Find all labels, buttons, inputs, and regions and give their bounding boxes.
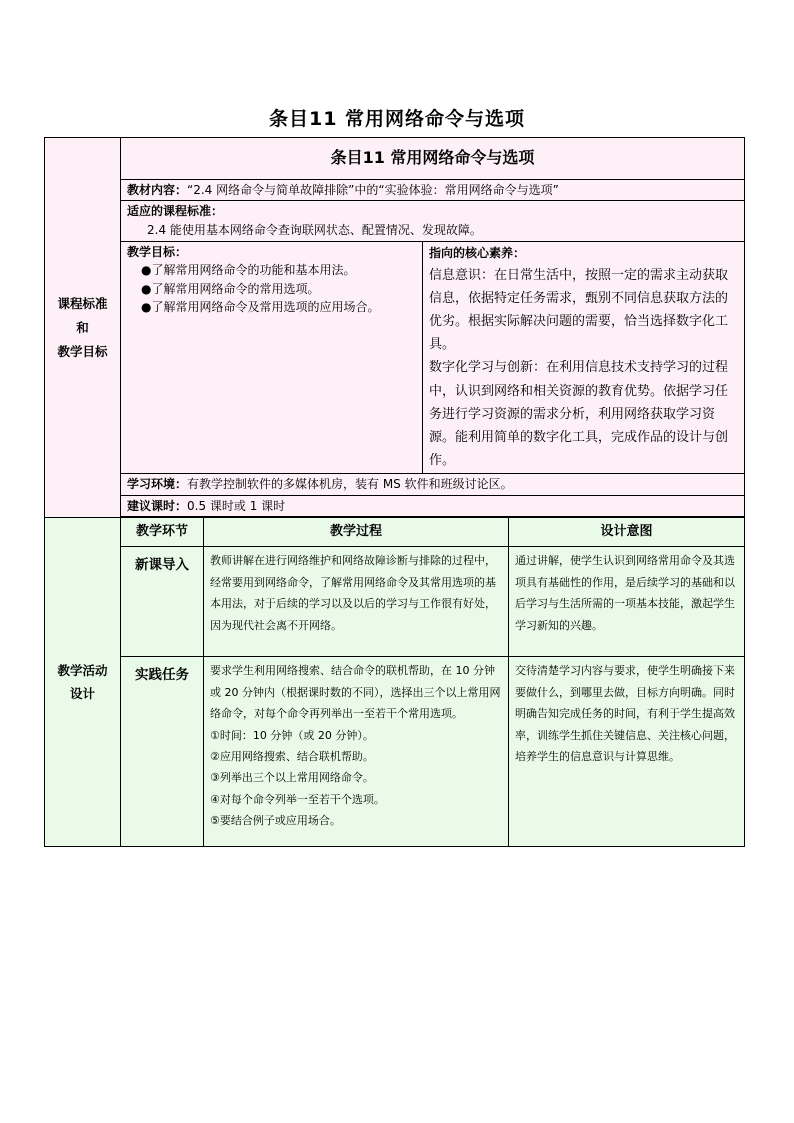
core-cell	[423, 241, 745, 473]
hours-text: 0.5 课时或 1 课时	[187, 498, 286, 513]
goals-label: 教学目标：	[127, 244, 188, 259]
goal-item: ●了解常用网络命令的功能和基本用法。	[141, 263, 356, 278]
standard-row	[121, 201, 745, 241]
lesson-plan-table	[44, 137, 745, 847]
header-process: 教学过程	[204, 518, 509, 547]
hours-label: 建议课时：	[127, 498, 188, 513]
core-paragraph: 信息意识：在日常生活中，按照一定的需求主动获取信息，依据特定任务需求，甄别不同信息获取方法的优劣。根据实际解决问题的需要，恰当选择数字化工具。	[429, 267, 729, 353]
side-label-line: 课程标准	[57, 296, 108, 311]
process-step: ③列举出三个以上常用网络命令。	[210, 771, 374, 785]
core-paragraph: 数字化学习与创新：在利用信息技术支持学习的过程中，认识到网络和相关资源的教育优势。依据学习任务进行学习资源的需求分析，利用网络获取学习资源。能利用简单的数字化工具，完成作品的设计与创作。	[429, 360, 729, 468]
side-label-line: 设计	[69, 686, 95, 702]
intent-cell: 交待清楚学习内容与要求，使学生明确接下来要做什么，到哪里去做，目标方向明确。同时明确告知完成任务的时间，有利于学生提高效率，训练学生抓住关键信息、关注核心问题，培养学生的信息意识与计算思维。	[509, 657, 745, 847]
stage-label: 新课导入	[121, 547, 204, 657]
environment-label: 学习环境：	[127, 477, 188, 492]
material-label: 教材内容：	[127, 182, 188, 197]
activity-side-label	[45, 518, 121, 847]
header-stage: 教学环节	[121, 518, 204, 547]
intent-cell: 通过讲解，使学生认识到网络常用命令及其选项具有基础性的作用，是后续学习的基础和以后学习与生活所需的一项基本技能，激起学生学习新知的兴趣。	[509, 547, 745, 657]
goal-item: ●了解常用网络命令的常用选项。	[141, 281, 320, 296]
goals-cell	[121, 241, 423, 473]
standard-text: 2.4 能使用基本网络命令查询联网状态、配置情况、发现故障。	[147, 222, 482, 237]
page-title: 条目11 常用网络命令与选项	[268, 108, 526, 130]
standards-side-label	[45, 138, 121, 518]
stage-label: 实践任务	[121, 657, 204, 847]
side-label-line: 教学活动	[57, 662, 108, 678]
standard-label: 适应的课程标准：	[127, 204, 224, 219]
header-intent: 设计意图	[509, 518, 745, 547]
side-label-line: 教学目标	[57, 343, 108, 359]
material-row	[121, 179, 745, 201]
process-cell	[204, 657, 509, 847]
environment-row	[121, 474, 745, 496]
process-text: 要求学生利用网络搜索、结合命令的联机帮助，在 10 分钟或 20 分钟内（根据课时数的不同），选择出三个以上常用网络命令，对每个命令再列举出一至若干个常用选项。	[210, 664, 501, 721]
process-step: ⑤要结合例子或应用场合。	[210, 814, 341, 828]
core-label: 指向的核心素养：	[429, 245, 526, 260]
process-cell	[204, 547, 509, 657]
process-step: ④对每个命令列举一至若干个选项。	[210, 792, 385, 806]
goal-item: ●了解常用网络命令及常用选项的应用场合。	[141, 300, 380, 315]
environment-text: 有教学控制软件的多媒体机房，装有 MS 软件和班级讨论区。	[187, 477, 513, 492]
process-step: ②应用网络搜索、结合联机帮助。	[210, 750, 374, 763]
process-step: ①时间：10 分钟（或 20 分钟）。	[210, 728, 374, 742]
inner-title: 条目11 常用网络命令与选项	[121, 138, 745, 180]
process-text: 教师讲解在进行网络维护和网络故障诊断与排除的过程中，经常要用到网络命令，了解常用网络命令及其常用选项的基本用法，对于后续的学习以及以后的学习与工作很有好处，因为现代社会离不开网络。	[210, 554, 496, 632]
material-text: “2.4 网络命令与简单故障排除”中的“实验体验：常用网络命令与选项”	[187, 182, 559, 197]
hours-row	[121, 495, 745, 517]
side-label-line: 和	[76, 319, 89, 335]
